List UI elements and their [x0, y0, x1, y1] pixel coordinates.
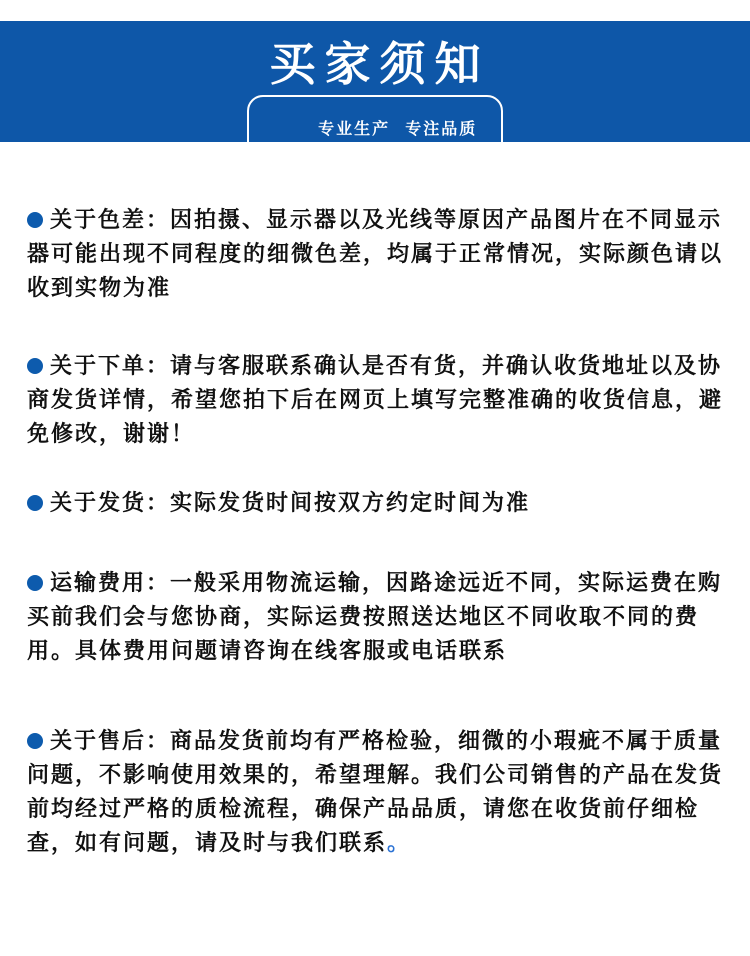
notice-label: 关于售后：: [50, 729, 171, 754]
notice-item-color-difference: [27, 204, 723, 306]
buyer-notice-page: [0, 21, 750, 956]
subtitle-pill: [247, 95, 504, 164]
notice-item-shipping: [27, 487, 723, 521]
notice-label: 关于下单：: [50, 354, 171, 379]
bullet-icon: [27, 575, 43, 591]
bullet-icon: [27, 212, 43, 228]
notice-text: 一般采用物流运输，因路途远近不同，实际运费在购买前我们会与您协商，实际运费按照送达地区不同收取不同的费用。具体费用问题请咨询在线客服或电话联系: [27, 571, 723, 664]
notice-item-after-sales: [27, 725, 723, 861]
notice-label: 运输费用：: [50, 571, 171, 596]
notice-item-ordering: [27, 350, 723, 452]
notice-text: 实际发货时间按双方约定时间为准: [170, 491, 531, 516]
notice-label: 关于发货：: [50, 491, 171, 516]
notice-text: 因拍摄、显示器以及光线等原因产品图片在不同显示器可能出现不同程度的细微色差，均属于正常情况，实际颜色请以收到实物为准: [27, 208, 724, 301]
notice-period-accent: 。: [387, 831, 412, 856]
notice-text: 商品发货前均有严格检验，细微的小瑕疵不属于质量问题，不影响使用效果的，希望理解。我们公司销售的产品在发货前均经过严格的质检流程，确保产品品质，请您在收货前仔细检查，如有问题，请及时与我们联系: [27, 729, 724, 856]
page-title: 买家须知: [269, 37, 490, 91]
bullet-icon: [27, 358, 43, 374]
notice-list: [0, 204, 750, 861]
subtitle-text: 专业生产 专注品质: [318, 119, 478, 139]
notice-text: 请与客服联系确认是否有货，并确认收货地址以及协商发货详情，希望您拍下后在网页上填写完整准确的收货信息，避免修改，谢谢！: [27, 354, 724, 447]
notice-item-freight-cost: [27, 567, 723, 669]
bullet-icon: [27, 495, 43, 511]
bullet-icon: [27, 733, 43, 749]
notice-label: 关于色差：: [50, 208, 171, 233]
header-banner: [0, 21, 750, 142]
